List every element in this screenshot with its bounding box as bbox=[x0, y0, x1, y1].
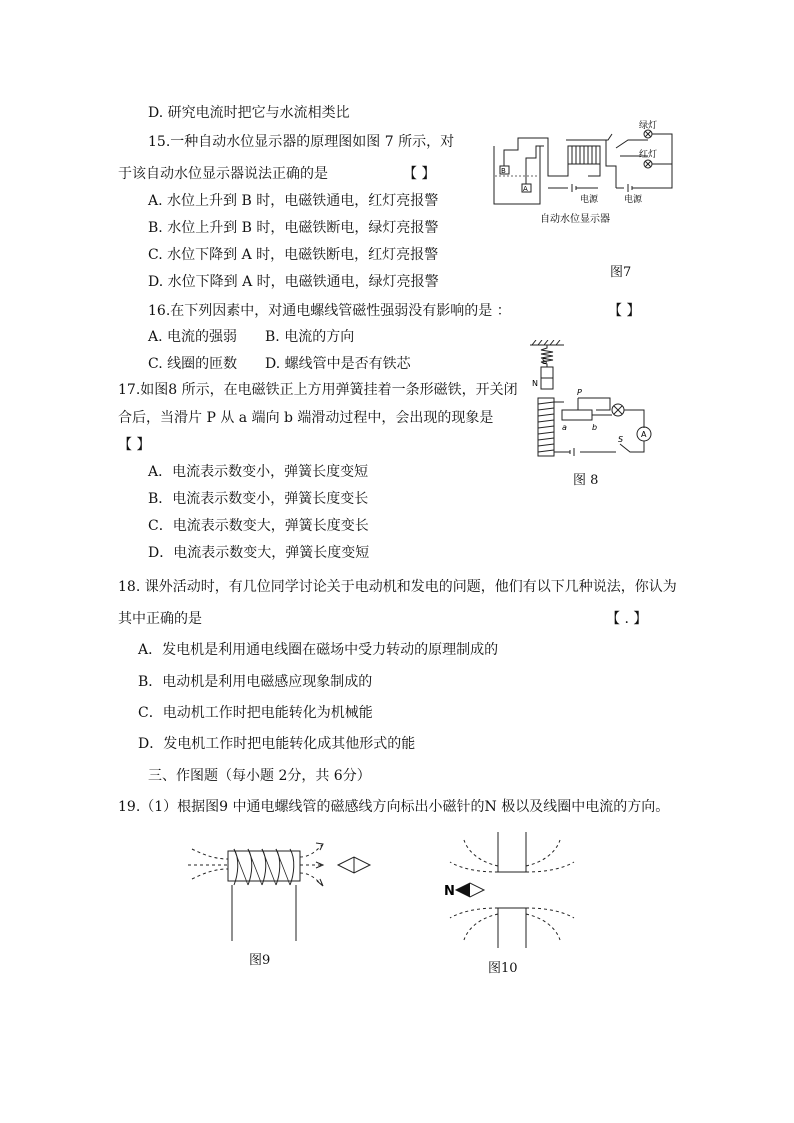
q15-option-d: D. 水位下降到 A 时，电磁铁通电，绿灯亮报警 bbox=[148, 274, 439, 290]
fig8-label-ammeter: A bbox=[641, 430, 647, 439]
fig8-label-p: P bbox=[577, 388, 582, 397]
figure-8-electromagnet-circuit bbox=[520, 340, 670, 470]
q16-option-d: D. 螺线管中是否有铁芯 bbox=[265, 356, 411, 372]
fig10-n-label: N bbox=[444, 884, 455, 899]
q16-stem: 16.在下列因素中，对通电螺线管磁性强弱没有影响的是 ： bbox=[148, 303, 511, 319]
fig7-label-a: A bbox=[523, 185, 528, 193]
q18-option-d: D．发电机工作时把电能转化成其他形式的能 bbox=[138, 736, 416, 752]
q16-option-b: B. 电流的方向 bbox=[265, 329, 355, 345]
q18-option-b: B．电动机是利用电磁感应现象制成的 bbox=[138, 674, 373, 690]
fig7-caption-title: 自动水位显示器 bbox=[540, 214, 610, 225]
compass-needle-north-half bbox=[456, 883, 470, 897]
q19-stem: 19.（1）根据图9 中通电螺线管的磁感线方向标出小磁针的N 极以及线圈中电流的方向。 bbox=[118, 799, 670, 815]
q16-option-a: A. 电流的强弱 bbox=[148, 329, 238, 345]
q15-stem-line1: 15.一种自动水位显示器的原理图如图 7 所示，对 bbox=[148, 134, 455, 150]
q17-option-a: A．电流表示数变小，弹簧长度变短 bbox=[148, 464, 369, 480]
fig8-label-s-pole: S bbox=[542, 357, 548, 366]
q15-stem-line2: 于该自动水位显示器说法正确的是 bbox=[118, 166, 328, 182]
q18-stem-line2: 其中正确的是 bbox=[118, 611, 202, 627]
fig8-label-a: a bbox=[562, 423, 567, 432]
q15-option-b: B. 水位上升到 B 时，电磁铁断电，绿灯亮报警 bbox=[148, 220, 439, 236]
figure-7-water-level-diagram bbox=[488, 118, 678, 230]
q16-answer-bracket[interactable]: 【 】 bbox=[608, 303, 641, 319]
fig7-label-green-lamp: 绿灯 bbox=[639, 121, 658, 131]
fig8-label-n-pole: N bbox=[532, 379, 538, 388]
fig8-caption: 图 8 bbox=[573, 473, 599, 488]
fig7-label-b: B bbox=[501, 167, 506, 175]
q15-option-c: C. 水位下降到 A 时，电磁铁断电，红灯亮报警 bbox=[148, 247, 439, 263]
fig8-label-b: b bbox=[592, 423, 598, 432]
fig10-caption: 图10 bbox=[488, 961, 518, 976]
fig8-label-switch-s: S bbox=[618, 435, 624, 444]
q17-option-b: B．电流表示数变小，弹簧长度变长 bbox=[148, 491, 369, 507]
fig7-label-power-1: 电源 bbox=[580, 195, 599, 205]
figure-9-solenoid bbox=[188, 835, 378, 945]
q17-option-c: C．电流表示数变大，弹簧长度变长 bbox=[148, 518, 369, 534]
q18-option-a: A．发电机是利用通电线圈在磁场中受力转动的原理制成的 bbox=[138, 642, 499, 658]
fig7-caption: 图7 bbox=[610, 265, 632, 280]
q18-answer-bracket[interactable]: 【 . 】 bbox=[606, 611, 648, 627]
fig9-caption: 图9 bbox=[249, 953, 271, 968]
q17-option-d: D．电流表示数变大，弹簧长度变短 bbox=[148, 545, 370, 561]
q18-option-c: C．电动机工作时把电能转化为机械能 bbox=[138, 705, 373, 721]
q14-option-d: D. 研究电流时把它与水流相类比 bbox=[148, 105, 350, 121]
q18-stem-line1: 18. 课外活动时，有几位同学讨论关于电动机和发电的问题，他们有以下几种说法，你认为 bbox=[118, 579, 677, 595]
fig7-label-red-lamp: 红灯 bbox=[639, 150, 658, 160]
fig7-label-power-2: 电源 bbox=[624, 195, 643, 205]
section-3-heading: 三、作图题（每小题 2分，共 6分） bbox=[148, 768, 371, 784]
q15-option-a: A. 水位上升到 B 时，电磁铁通电，红灯亮报警 bbox=[148, 193, 439, 209]
q16-option-c: C. 线圈的匝数 bbox=[148, 356, 238, 372]
q17-stem-line2: 合后，当滑片 P 从 a 端向 b 端滑动过程中，会出现的现象是 bbox=[118, 410, 494, 426]
figure-10-magnet-poles bbox=[440, 832, 580, 950]
q17-stem-line1: 17.如图8 所示，在电磁铁正上方用弹簧挂着一条形磁铁，开关闭 bbox=[118, 382, 518, 398]
q15-answer-bracket[interactable]: 【 】 bbox=[403, 166, 436, 182]
q17-answer-bracket[interactable]: 【 】 bbox=[118, 437, 151, 453]
